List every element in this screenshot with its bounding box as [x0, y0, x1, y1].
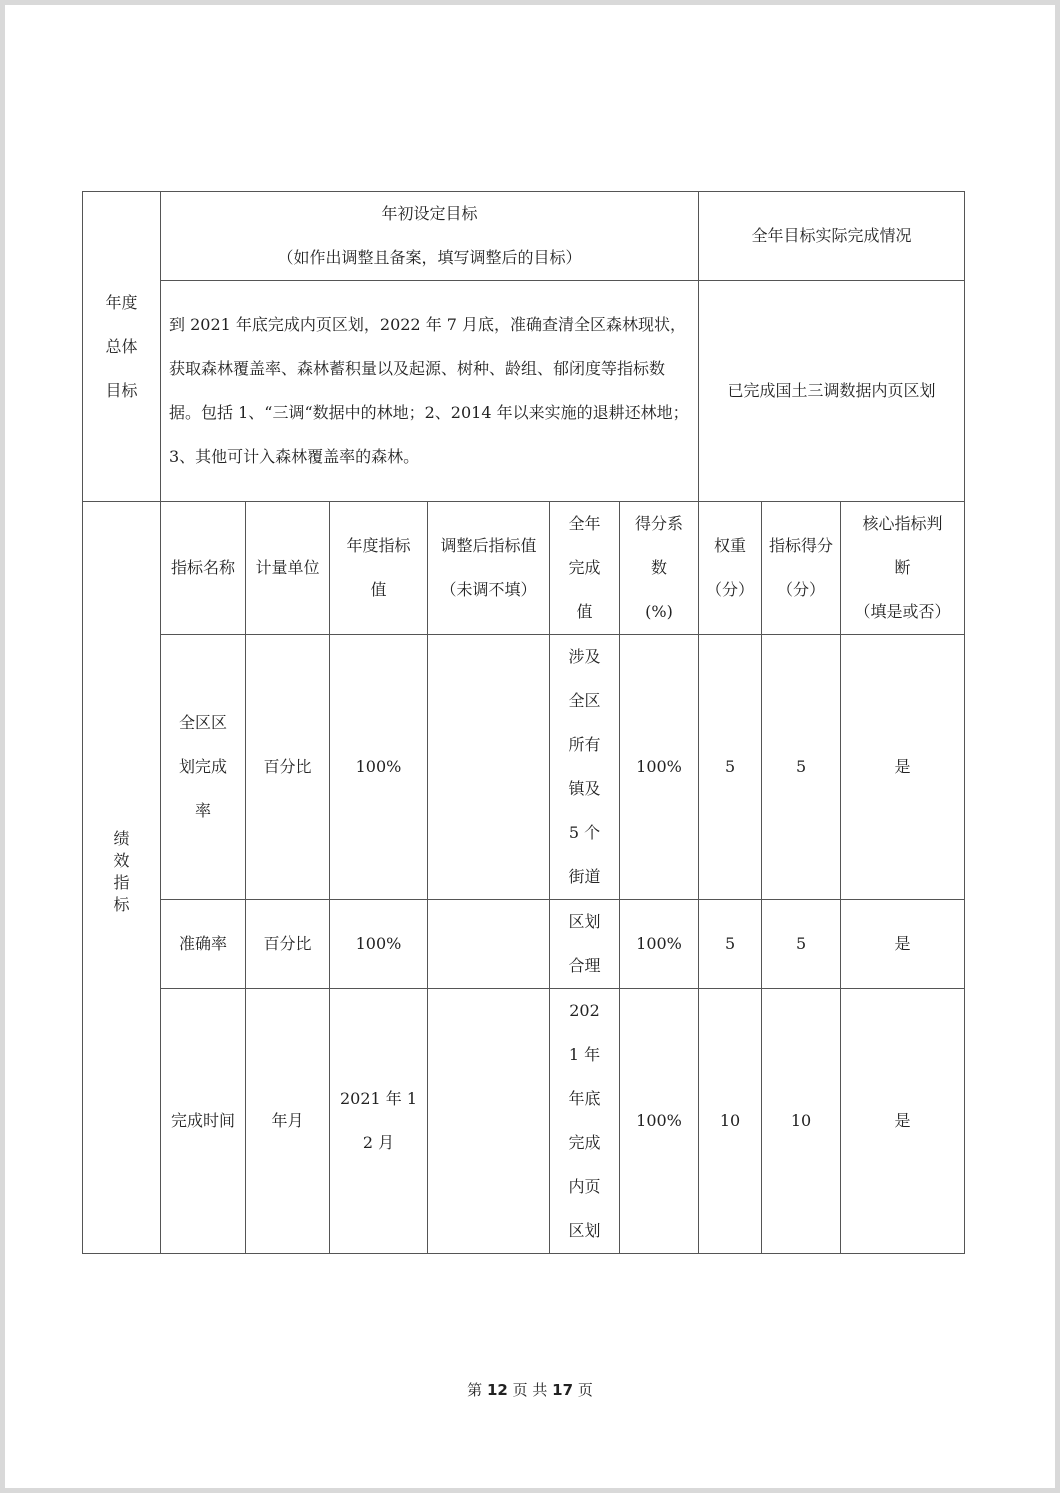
adjusted-target-cell: [428, 900, 550, 989]
annual-target-cell: 100%: [330, 635, 428, 900]
header-weight: 权重 （分）: [699, 502, 762, 635]
score-coefficient-cell: 100%: [620, 900, 699, 989]
unit-cell: 百分比: [246, 635, 330, 900]
footer-suffix: 页: [577, 1381, 593, 1399]
header-indicator-score: 指标得分 （分）: [762, 502, 841, 635]
performance-table: [82, 191, 965, 1254]
table-row: [83, 635, 965, 900]
set-goal-header-title: 年初设定目标: [381, 204, 478, 223]
set-goal-header-note: （如作出调整且备案，填写调整后的目标）: [277, 248, 582, 267]
annual-goal-label-cell: [83, 192, 161, 502]
adjusted-target-cell: [428, 989, 550, 1254]
annual-goal-label: 年度总体目标: [105, 292, 138, 400]
header-annual-target: 年度指标值: [330, 502, 428, 635]
annual-target-cell: 100%: [330, 900, 428, 989]
annual-target-cell: 2021 年 12 月: [330, 989, 428, 1254]
footer-prefix: 第: [467, 1381, 483, 1399]
header-adjusted-target: 调整后指标值 （未调不填）: [428, 502, 550, 635]
table-row: [83, 989, 965, 1254]
actual-completion-header-text: 全年目标实际完成情况: [751, 226, 912, 245]
table-row: [83, 900, 965, 989]
header-actual-value: 全年完成值: [550, 502, 620, 635]
indicator-score-cell: 5: [762, 635, 841, 900]
actual-value-cell: 涉及全区所有镇及 5 个街道: [550, 635, 620, 900]
total-page-count: 17: [552, 1381, 574, 1399]
actual-goal-text-cell: [699, 281, 965, 502]
actual-goal-text: 已完成国土三调数据内页区划: [727, 381, 936, 400]
indicator-score-cell: 10: [762, 989, 841, 1254]
score-coefficient-cell: 100%: [620, 989, 699, 1254]
actual-value-cell: 2021 年年底完成内页区划: [550, 989, 620, 1254]
indicator-name-cell: 完成时间: [161, 989, 246, 1254]
actual-completion-header: [699, 192, 965, 281]
header-score-coefficient: 得分系数 (%): [620, 502, 699, 635]
unit-cell: 年月: [246, 989, 330, 1254]
header-core-indicator: 核心指标判断 （填是或否）: [841, 502, 965, 635]
weight-cell: 5: [699, 635, 762, 900]
indicator-name-cell: 准确率: [161, 900, 246, 989]
indicator-score-cell: 5: [762, 900, 841, 989]
indicator-section-label-cell: [83, 502, 161, 1254]
indicator-name-cell: 全区区划完成率: [161, 635, 246, 900]
core-indicator-cell: 是: [841, 635, 965, 900]
adjusted-target-cell: [428, 635, 550, 900]
document-page: [5, 5, 1055, 1488]
score-coefficient-cell: 100%: [620, 635, 699, 900]
unit-cell: 百分比: [246, 900, 330, 989]
set-goal-text: 到 2021 年底完成内页区划，2022 年 7 月底，准确查清全区森林现状，获取森林覆盖率、森林蓄积量以及起源、树种、龄组、郁闭度等指标数据。包括 1、“三调“数据中的林地；2、2014 年以来实施的退耕还林地；3、其他可计入森林覆盖率的森林。: [169, 315, 689, 466]
current-page-number: 12: [486, 1381, 508, 1399]
set-goal-header: [161, 192, 699, 281]
footer-mid: 页 共: [512, 1381, 548, 1399]
weight-cell: 5: [699, 900, 762, 989]
goal-content-row: [83, 281, 965, 502]
header-indicator-name: 指标名称: [161, 502, 246, 635]
goal-header-row: [83, 192, 965, 281]
actual-value-cell: 区划合理: [550, 900, 620, 989]
page-footer: [5, 1379, 1055, 1400]
core-indicator-cell: 是: [841, 989, 965, 1254]
indicator-section-label: 绩效指标: [113, 829, 130, 914]
header-unit: 计量单位: [246, 502, 330, 635]
core-indicator-cell: 是: [841, 900, 965, 989]
weight-cell: 10: [699, 989, 762, 1254]
set-goal-text-cell: [161, 281, 699, 502]
indicator-header-row: [83, 502, 965, 635]
